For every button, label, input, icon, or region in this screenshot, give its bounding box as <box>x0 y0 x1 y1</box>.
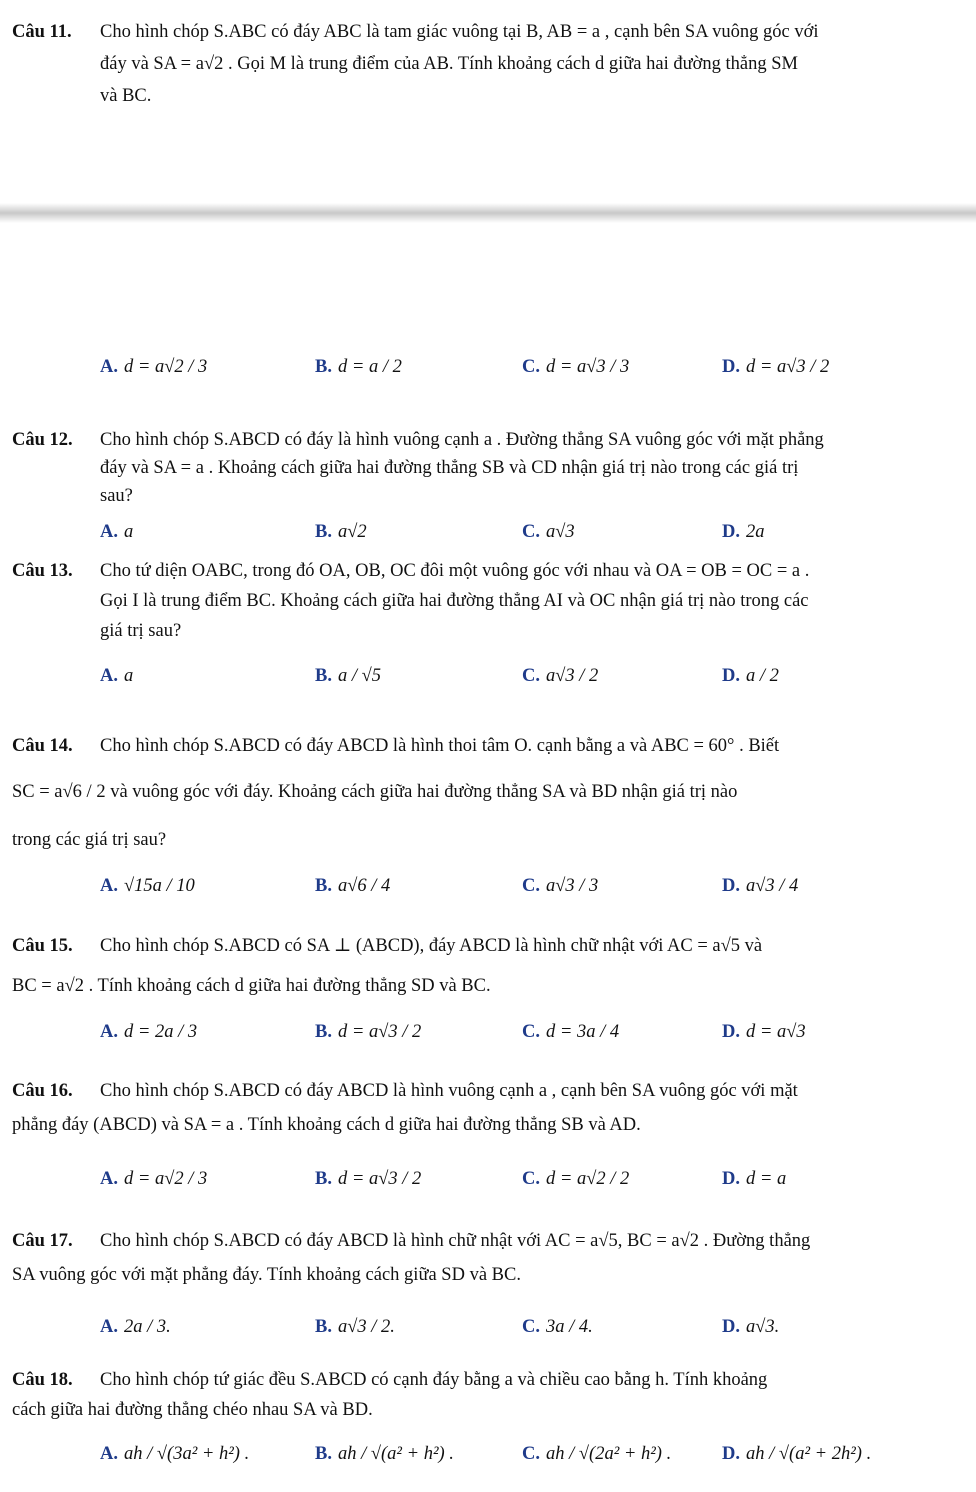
option-d[interactable]: D. 2a <box>722 522 765 542</box>
option-a[interactable]: A. a <box>100 522 134 542</box>
option-a[interactable]: A. ah / √(3a² + h²) . <box>100 1444 250 1464</box>
option-a[interactable]: A. √15a / 10 <box>100 876 195 896</box>
question-number: Câu 11. <box>12 22 72 42</box>
option-c[interactable]: C. d = a√3 / 3 <box>522 357 630 377</box>
option-b[interactable]: B. a / √5 <box>315 666 382 686</box>
question-text-line: và BC. <box>100 86 152 106</box>
question-text-line: Cho tứ diện OABC, trong đó OA, OB, OC đôi một vuông góc với nhau và OA = OB = OC = a . <box>100 561 810 581</box>
option-a[interactable]: A. d = a√2 / 3 <box>100 1169 208 1189</box>
question-11-options <box>12 355 962 405</box>
question-number: Câu 18. <box>12 1370 73 1390</box>
option-b[interactable]: B. a√3 / 2. <box>315 1317 395 1337</box>
question-text-line: đáy và SA = a . Khoảng cách giữa hai đường thẳng SB và CD nhận giá trị nào trong các giá trị <box>100 458 799 478</box>
question-13 <box>12 559 962 699</box>
page-separator <box>0 203 976 223</box>
option-c[interactable]: C. d = a√2 / 2 <box>522 1169 630 1189</box>
question-number: Câu 14. <box>12 736 73 756</box>
question-18 <box>12 1368 962 1488</box>
question-17 <box>12 1229 962 1349</box>
question-text-line: giá trị sau? <box>100 621 182 641</box>
option-d[interactable]: D. d = a√3 / 2 <box>722 357 830 377</box>
question-text-line: Cho hình chóp S.ABCD có đáy ABCD là hình chữ nhật với AC = a√5, BC = a√2 . Đường thẳng <box>100 1231 811 1251</box>
question-15 <box>12 934 962 1054</box>
option-d[interactable]: D. d = a <box>722 1169 787 1189</box>
question-text-line: BC = a√2 . Tính khoảng cách d giữa hai đường thẳng SD và BC. <box>12 976 491 996</box>
option-c[interactable]: C. a√3 / 3 <box>522 876 599 896</box>
question-text-line: cách giữa hai đường thẳng chéo nhau SA và BD. <box>12 1400 373 1420</box>
option-c[interactable]: C. 3a / 4. <box>522 1317 593 1337</box>
question-text-line: Cho hình chóp S.ABCD có đáy ABCD là hình vuông cạnh a , cạnh bên SA vuông góc với mặt <box>100 1081 798 1101</box>
question-text-line: SA vuông góc với mặt phẳng đáy. Tính khoảng cách giữa SD và BC. <box>12 1265 521 1285</box>
option-d[interactable]: D. a / 2 <box>722 666 779 686</box>
question-text-line: Cho hình chóp tứ giác đều S.ABCD có cạnh đáy bằng a và chiều cao bằng h. Tính khoảng <box>100 1370 768 1390</box>
option-d[interactable]: D. ah / √(a² + 2h²) . <box>722 1444 872 1464</box>
question-number: Câu 13. <box>12 561 73 581</box>
option-c[interactable]: C. a√3 / 2 <box>522 666 599 686</box>
question-text-line: đáy và SA = a√2 . Gọi M là trung điểm của AB. Tính khoảng cách d giữa hai đường thẳng SM <box>100 54 798 74</box>
question-text-line: Gọi I là trung điểm BC. Khoảng cách giữa hai đường thẳng AI và OC nhận giá trị nào trong các <box>100 591 809 611</box>
option-b[interactable]: B. d = a√3 / 2 <box>315 1022 422 1042</box>
question-text-line: sau? <box>100 486 133 506</box>
option-d[interactable]: D. a√3 / 4 <box>722 876 799 896</box>
option-b[interactable]: B. d = a / 2 <box>315 357 402 377</box>
question-text-line: trong các giá trị sau? <box>12 830 167 850</box>
option-b[interactable]: B. d = a√3 / 2 <box>315 1169 422 1189</box>
question-16 <box>12 1079 962 1199</box>
question-number: Câu 15. <box>12 936 73 956</box>
question-text-line: SC = a√6 / 2 và vuông góc với đáy. Khoảng cách giữa hai đường thẳng SA và BD nhận giá trị nào <box>12 782 738 802</box>
question-text-line: Cho hình chóp S.ABCD có đáy là hình vuông cạnh a . Đường thẳng SA vuông góc với mặt phẳng <box>100 430 824 450</box>
option-b[interactable]: B. ah / √(a² + h²) . <box>315 1444 454 1464</box>
question-number: Câu 16. <box>12 1081 73 1101</box>
option-c[interactable]: C. d = 3a / 4 <box>522 1022 620 1042</box>
option-a[interactable]: A. d = a√2 / 3 <box>100 357 208 377</box>
option-d[interactable]: D. a√3. <box>722 1317 780 1337</box>
question-text-line: Cho hình chóp S.ABCD có đáy ABCD là hình thoi tâm O. cạnh bằng a và ABC = 60° . Biết <box>100 736 780 756</box>
option-c[interactable]: C. a√3 <box>522 522 575 542</box>
question-text-line: Cho hình chóp S.ABCD có SA ⊥ (ABCD), đáy ABCD là hình chữ nhật với AC = a√5 và <box>100 936 763 956</box>
question-11 <box>12 20 962 110</box>
question-number: Câu 12. <box>12 430 73 450</box>
question-text-line: Cho hình chóp S.ABC có đáy ABC là tam giác vuông tại B, AB = a , cạnh bên SA vuông góc với <box>100 22 819 42</box>
option-a[interactable]: A. 2a / 3. <box>100 1317 171 1337</box>
question-12 <box>12 428 962 542</box>
option-a[interactable]: A. d = 2a / 3 <box>100 1022 198 1042</box>
question-number: Câu 17. <box>12 1231 73 1251</box>
option-c[interactable]: C. ah / √(2a² + h²) . <box>522 1444 672 1464</box>
option-a[interactable]: A. a <box>100 666 134 686</box>
option-d[interactable]: D. d = a√3 <box>722 1022 806 1042</box>
question-14 <box>12 734 962 914</box>
option-b[interactable]: B. a√6 / 4 <box>315 876 391 896</box>
question-text-line: phẳng đáy (ABCD) và SA = a . Tính khoảng cách d giữa hai đường thẳng SB và AD. <box>12 1115 641 1135</box>
option-b[interactable]: B. a√2 <box>315 522 367 542</box>
